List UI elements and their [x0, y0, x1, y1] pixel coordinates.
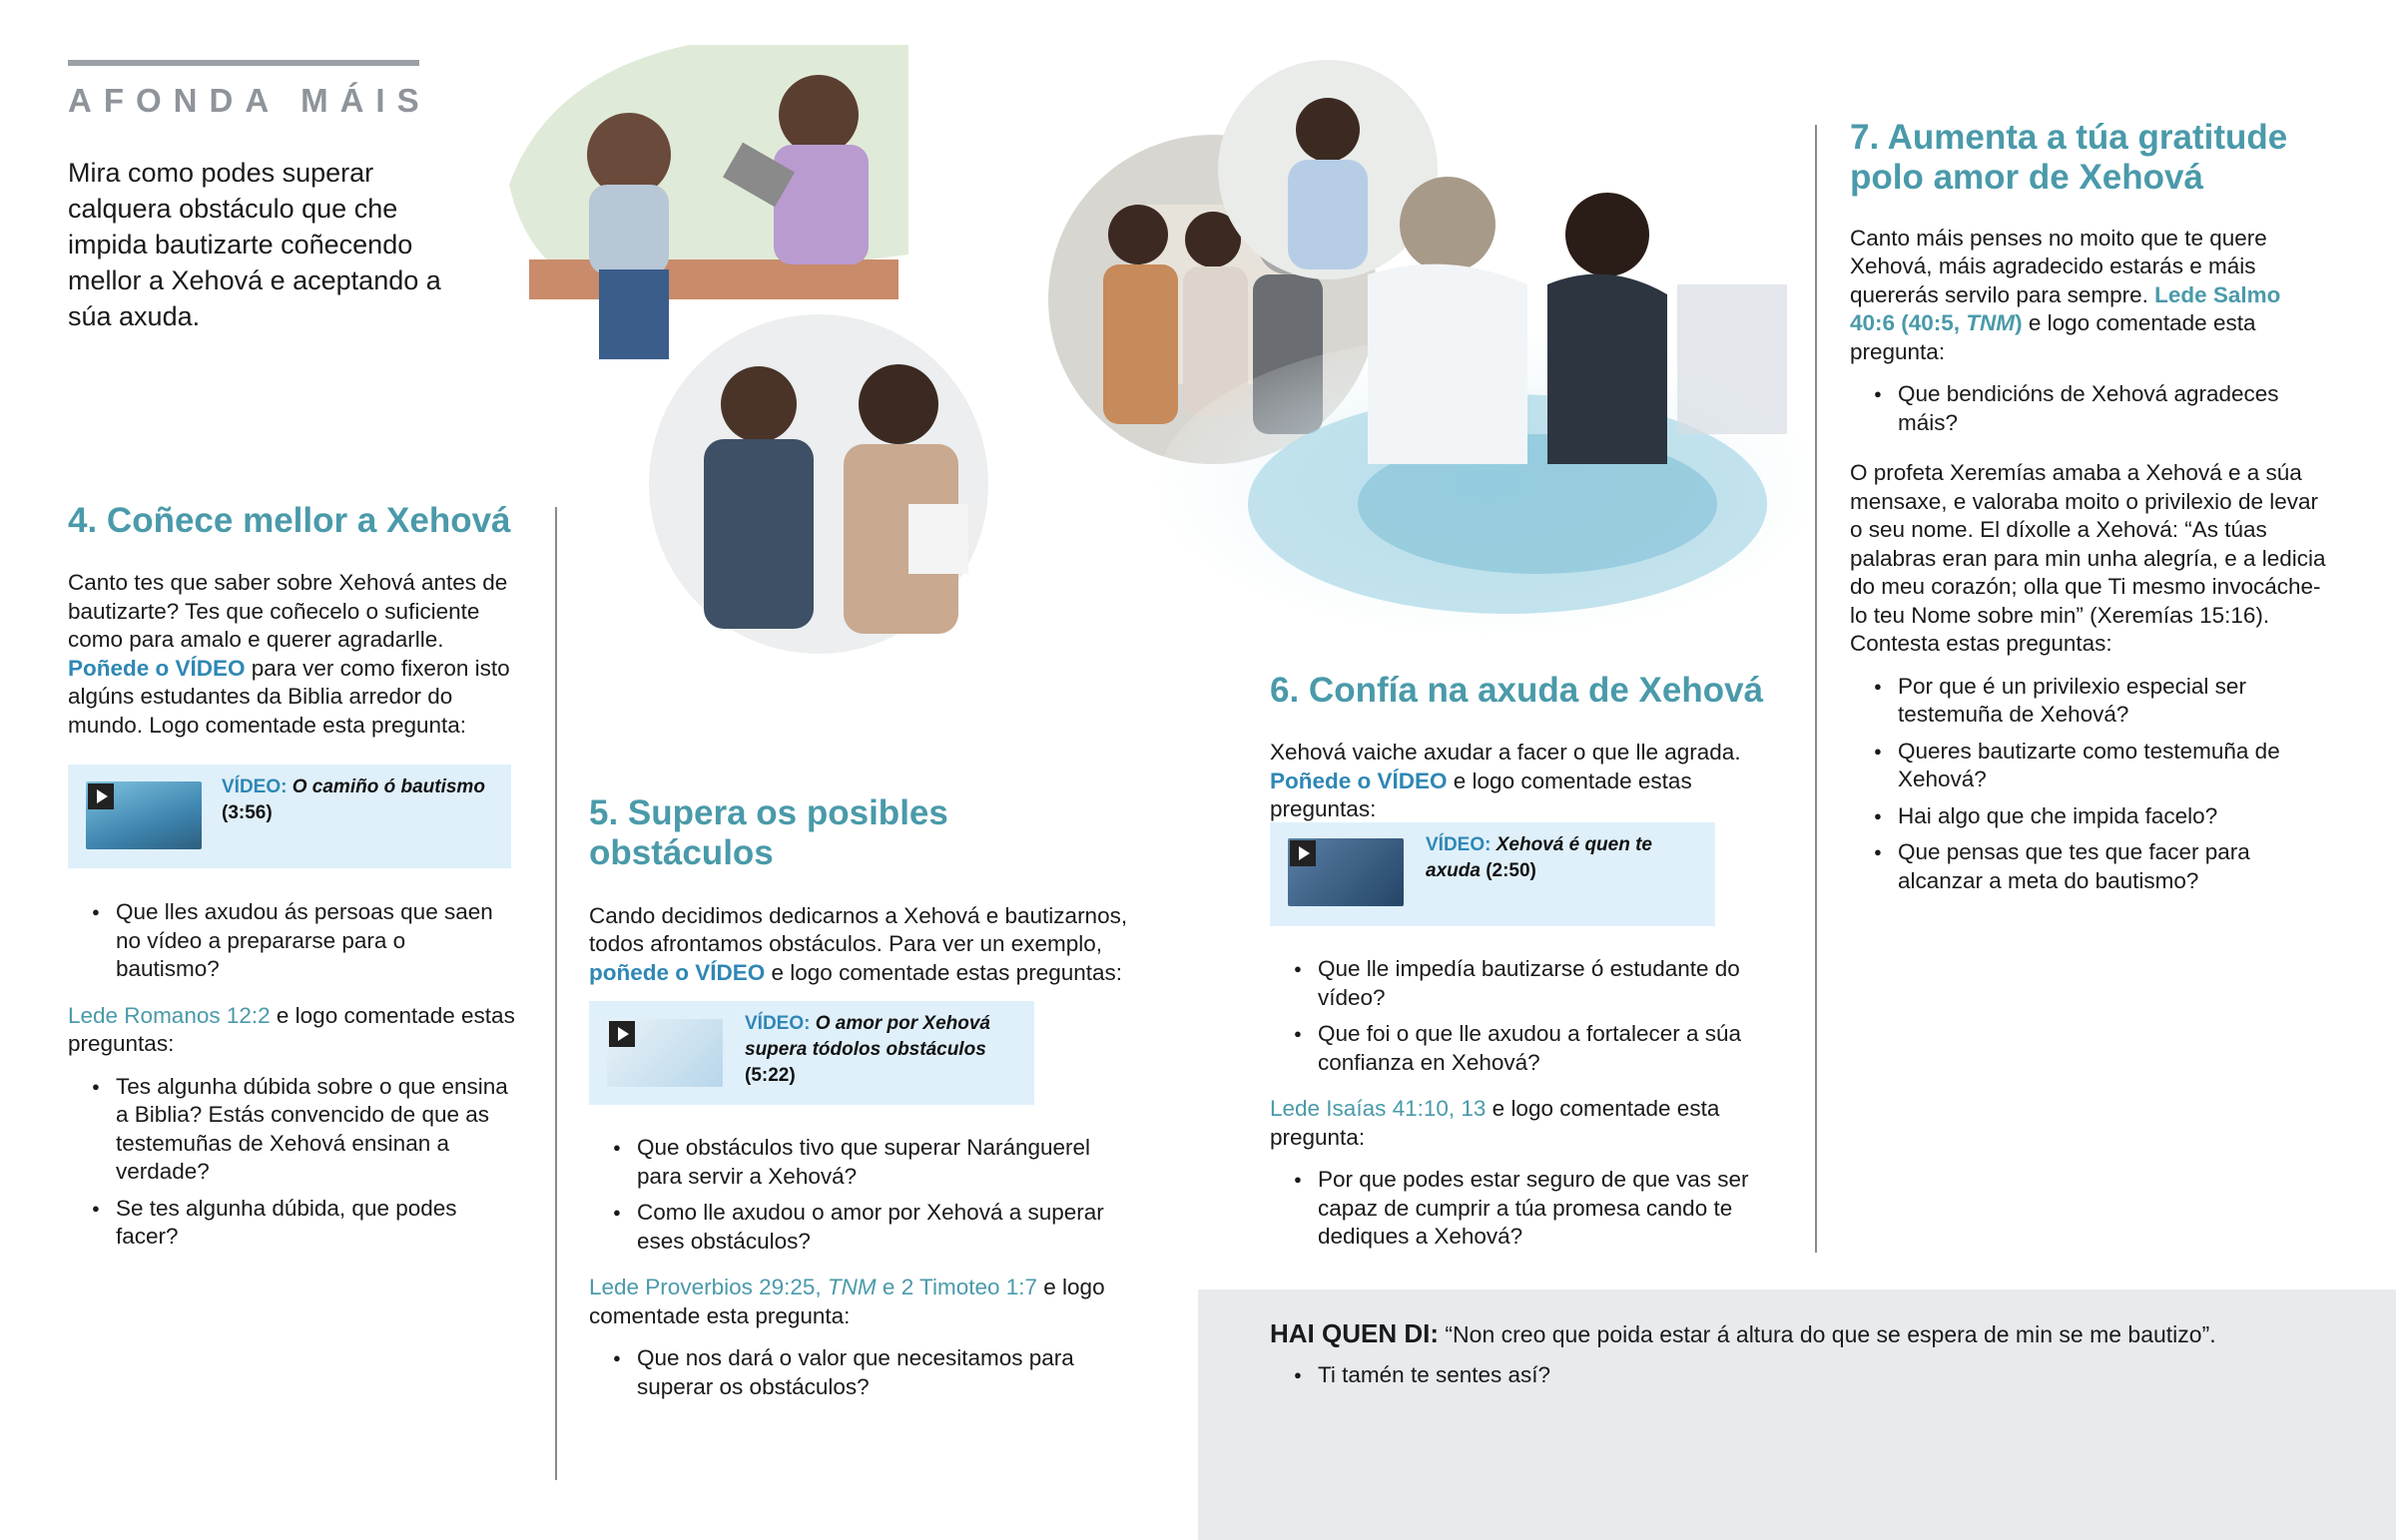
scripture-link[interactable]: Lede Salmo 40:6 (40:5, TNM) [1850, 281, 2281, 335]
section-4-title: 4. Coñece mellor a Xehová [68, 501, 511, 540]
play-video-link[interactable]: Poñede o VÍDEO [68, 655, 246, 681]
section-kicker: AFONDA MÁIS [68, 82, 431, 119]
column-divider [1815, 125, 1817, 1253]
question-item: ● Que obstáculos tivo que superar Naránguerel para servir a Xehová? [589, 1134, 1116, 1191]
section-4 [68, 501, 527, 740]
question-item: ● Por que podes estar seguro de que vas ser capaz de cumprir a túa promesa cando te dediques a Xehová? [1270, 1166, 1787, 1252]
play-video-link[interactable]: poñede o VÍDEO [589, 959, 766, 985]
section-4-questions [68, 898, 537, 1260]
question-item: ● Que lle impedía bautizarse ó estudante do vídeo? [1270, 955, 1787, 1012]
reading-instruction: Lede Proverbios 29:25, TNM e 2 Timoteo 1:7 e logo comentade esta pregunta: [589, 1275, 1105, 1328]
question-item: ● Por que é un privilexio especial ser testemuña de Xehová? [1850, 673, 2329, 730]
reading-instruction: Lede Romanos 12:2 e logo comentade estas preguntas: [68, 1002, 515, 1056]
question-item: ● Se tes algunha dúbida, que podes facer? [68, 1195, 515, 1252]
section-7-paragraph-2: O profeta Xeremías amaba a Xehová e a súa mensaxe, e valoraba moito o privilexio de levar o seu nome. El díxolle a Xehová: “As túas palabras eran para min unha alegría, e a ledicia do meu corazón; olla que Ti mesmo invocáche-lo teu Nome sobre min” (Xeremías 15:16). Contesta estas preguntas: [1850, 460, 2326, 656]
question-item: ● Hai algo que che impida facelo? [1850, 802, 2329, 831]
section-6 [1270, 671, 1789, 824]
video-thumbnail [86, 781, 202, 849]
video-card-love-overcomes[interactable] [589, 1001, 1034, 1105]
section-5-questions [589, 1134, 1128, 1409]
section-6-title: 6. Confía na axuda de Xehová [1270, 671, 1764, 710]
section-7-title: 7. Aumenta a túa gratitude polo amor de Xehová [1850, 118, 2288, 198]
section-4-paragraph: Canto tes que saber sobre Xehová antes de bautizarte? Tes que coñecelo o suficiente como para amalo e querer agradarlle. Poñede o VÍDEO para ver como fixeron isto algúns estudantes da Biblia arredor do mundo. Logo comentade esta pregunta: [68, 570, 510, 738]
callout-label: HAI QUEN DI: [1270, 1318, 1439, 1348]
play-icon [1290, 840, 1316, 866]
video-caption: VÍDEO: Xehová é quen te axuda (2:50) [1426, 834, 1653, 881]
question-item: ● Como lle axudou o amor por Xehová a superar eses obstáculos? [589, 1199, 1116, 1256]
section-7 [1850, 118, 2329, 903]
reading-instruction: Lede Isaías 41:10, 13 e logo comentade esta pregunta: [1270, 1096, 1720, 1150]
question-item: ● Que foi o que lle axudou a fortalecer a súa confianza en Xehová? [1270, 1020, 1787, 1077]
scripture-link[interactable]: Lede Proverbios 29:25, TNM e 2 Timoteo 1:7 [589, 1275, 1038, 1299]
scripture-link[interactable]: Lede Isaías 41:10, 13 [1270, 1096, 1487, 1121]
question-item: ● Tes algunha dúbida sobre o que ensina a Biblia? Estás convencido de que as testemuñas de Xehová ensinan a verdade? [68, 1073, 515, 1187]
intro-text: Mira como podes superar calquera obstáculo que che impida bautizarte coñecendo mellor a Xehová e aceptando a súa axuda. [68, 158, 441, 331]
section-6-paragraph: Xehová vaiche axudar a facer o que lle agrada. Poñede o VÍDEO e logo comentade estas preguntas: [1270, 740, 1741, 822]
question-item: ● Ti tamén te sentes así? [1270, 1361, 1550, 1390]
prayer-scene-image [1218, 60, 1438, 279]
question-item: ● Que pensas que tes que facer para alcanzar a meta do bautismo? [1850, 838, 2329, 895]
section-5-paragraph: Cando decidimos dedicarnos a Xehová e bautizarnos, todos afrontamos obstáculos. Para ver un exemplo, poñede o VÍDEO e logo comentade estas preguntas: [589, 902, 1128, 985]
video-thumbnail [1288, 838, 1404, 906]
video-caption: VÍDEO: O amor por Xehová supera tódolos obstáculos (5:22) [745, 1013, 991, 1086]
play-video-link[interactable]: Poñede o VÍDEO [1270, 768, 1448, 793]
callout-quote: HAI QUEN DI: “Non creo que poida estar á altura do que se espera de min se me bautizo”. [1270, 1318, 2216, 1348]
section-6-questions [1270, 955, 1789, 1260]
header-rule [68, 60, 419, 66]
scripture-link[interactable]: Lede Romanos 12:2 [68, 1002, 271, 1028]
study-scene-image [509, 45, 908, 359]
section-5 [589, 793, 1128, 987]
video-thumbnail [607, 1019, 723, 1087]
column-divider [555, 507, 557, 1480]
play-icon [609, 1021, 635, 1047]
section-7-paragraph-1: Canto máis penses no moito que te quere Xehová, máis agradecido estarás e máis quererás servilo para sempre. Lede Salmo 40:6 (40:5, TNM) e logo comentade esta pregunta: [1850, 225, 2281, 364]
question-item: ● Que nos dará o valor que necesitamos para superar os obstáculos? [589, 1344, 1116, 1401]
question-item: ● Queres bautizarte como testemuña de Xehová? [1850, 738, 2317, 794]
callout-box [1198, 1289, 2396, 1540]
section-5-title: 5. Supera os posibles obstáculos [589, 793, 948, 873]
question-item: ● Que lles axudou ás persoas que saen no vídeo a prepararse para o bautismo? [68, 898, 495, 984]
workplace-scene-image [649, 314, 988, 654]
illustration-collage [489, 35, 1807, 664]
video-card-baptism-path[interactable] [68, 765, 511, 868]
video-card-jehovah-helps[interactable] [1270, 822, 1715, 926]
question-item: ● Que bendicións de Xehová agradeces máis? [1850, 380, 2297, 437]
video-caption: VÍDEO: O camiño ó bautismo (3:56) [222, 776, 485, 823]
play-icon [88, 783, 114, 809]
